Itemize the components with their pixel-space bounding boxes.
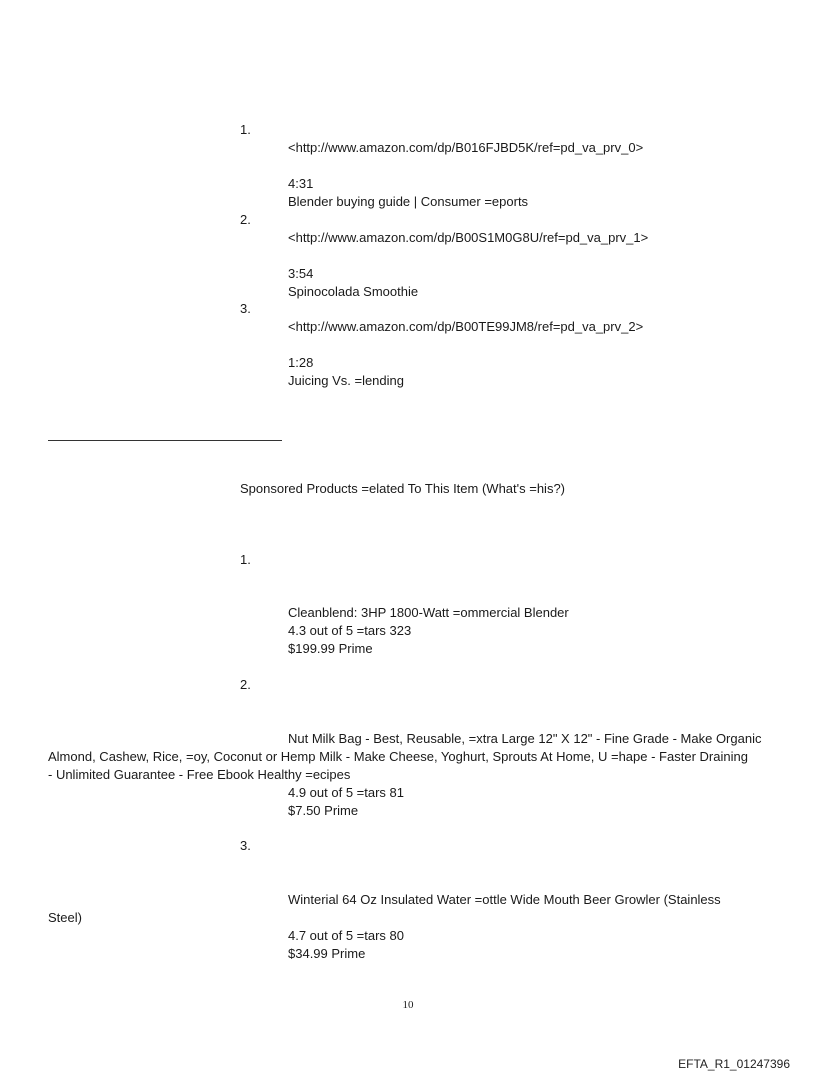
- video-number-1: 1.: [240, 122, 251, 137]
- product-title-2-line-1[interactable]: Nut Milk Bag - Best, Reusable, =xtra Large 12" X 12" - Fine Grade - Make Organic: [288, 731, 762, 746]
- product-number-2: 2.: [240, 677, 251, 692]
- product-title-2-line-3[interactable]: - Unlimited Guarantee - Free Ebook Healthy =ecipes: [48, 767, 351, 782]
- product-rating-2: 4.9 out of 5 =tars 81: [288, 785, 404, 800]
- product-price-2: $7.50 Prime: [288, 803, 359, 818]
- product-title-3-line-2[interactable]: Steel): [48, 910, 82, 925]
- video-link-2[interactable]: <http://www.amazon.com/dp/B00S1M0G8U/ref=pd_va_prv_1>: [288, 230, 649, 245]
- video-title-3: Juicing Vs. =lending: [288, 373, 404, 388]
- video-link-1[interactable]: <http://www.amazon.com/dp/B016FJBD5K/ref=pd_va_prv_0>: [288, 140, 644, 155]
- product-rating-1: 4.3 out of 5 =tars 323: [288, 623, 412, 638]
- video-number-3: 3.: [240, 301, 251, 316]
- video-number-2: 2.: [240, 212, 251, 227]
- product-title-3-line-1[interactable]: Winterial 64 Oz Insulated Water =ottle Wide Mouth Beer Growler (Stainless: [288, 892, 721, 907]
- video-link-3[interactable]: <http://www.amazon.com/dp/B00TE99JM8/ref=pd_va_prv_2>: [288, 319, 644, 334]
- section-divider: [48, 440, 282, 441]
- page-number: 10: [402, 999, 414, 1011]
- video-title-2: Spinocolada Smoothie: [288, 284, 419, 299]
- product-price-3: $34.99 Prime: [288, 946, 366, 961]
- product-price-1: $199.99 Prime: [288, 641, 373, 656]
- video-duration-1: 4:31: [288, 176, 314, 191]
- video-duration-3: 1:28: [288, 355, 314, 370]
- sponsored-heading: Sponsored Products =elated To This Item (What's =his?): [240, 481, 565, 496]
- product-rating-3: 4.7 out of 5 =tars 80: [288, 928, 404, 943]
- product-title-2-line-2[interactable]: Almond, Cashew, Rice, =oy, Coconut or Hemp Milk - Make Cheese, Yoghurt, Sprouts At Home, U =hape - Faster Draining: [48, 749, 748, 764]
- product-number-3: 3.: [240, 838, 251, 853]
- video-duration-2: 3:54: [288, 266, 314, 281]
- video-title-1: Blender buying guide | Consumer =eports: [288, 194, 529, 209]
- product-title-1[interactable]: Cleanblend: 3HP 1800-Watt =ommercial Blender: [288, 605, 569, 620]
- product-number-1: 1.: [240, 552, 251, 567]
- document-id: EFTA_R1_01247396: [678, 1057, 790, 1071]
